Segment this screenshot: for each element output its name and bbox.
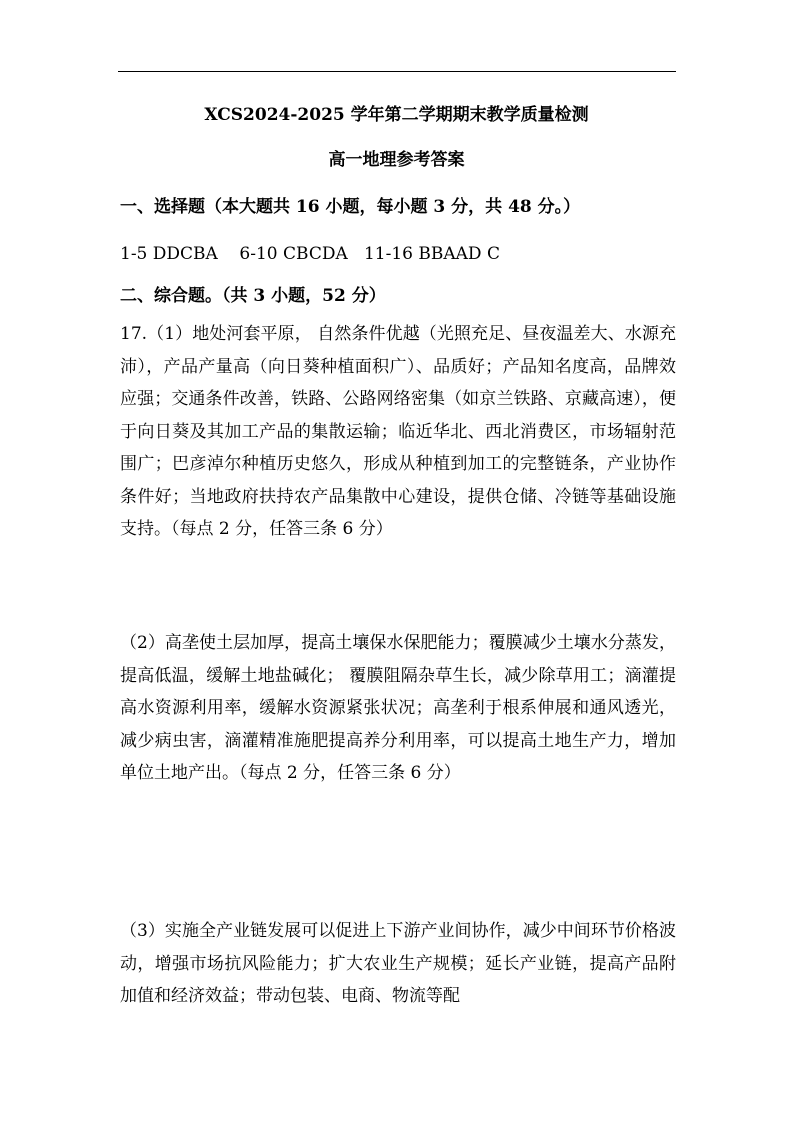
question-17-part-2: （2）高垄使土层加厚，提高土壤保水保肥能力；覆膜减少土壤水分蒸发，提高低温，缓解土地盐碱化； 覆膜阻隔杂草生长，减少除草用工；滴灌提高水资源利用率，缓解水资源紧张状况；高垄利于根系伸展和通风透光，减少病虫害，滴灌精准施肥提高养分利用率，可以提高土地生产力，增加单位土地产出。（每点 2 分，任答三条 6 分） bbox=[120, 633, 676, 783]
answer-key-title: 高一地理参考答案 bbox=[328, 150, 465, 170]
exam-title: XCS2024-2025 学年第二学期期末教学质量检测 bbox=[204, 105, 589, 125]
question-17-part-1: 17.（1）地处河套平原， 自然条件优越（光照充足、昼夜温差大、水源充沛），产品产量高（向日葵种植面积广）、品质好；产品知名度高，品牌效应强；交通条件改善，铁路、公路网络密集（如京兰铁路、京藏高速），便于向日葵及其加工产品的集散运输；临近华北、西北消费区，市场辐射范围广；巴彦淖尔种植历史悠久，形成从种植到加工的完整链条，产业协作条件好；当地政府扶持农产品集散中心建设，提供仓储、冷链等基础设施支持。（每点 2 分，任答三条 6 分） bbox=[120, 324, 676, 539]
section2-heading: 二、综合题。（共 3 小题，52 分） bbox=[120, 286, 386, 306]
section1-heading: 一、选择题（本大题共 16 小题，每小题 3 分，共 48 分。） bbox=[120, 197, 581, 217]
header-rule bbox=[118, 71, 676, 72]
question-17-part-3: （3）实施全产业链发展可以促进上下游产业间协作，减少中间环节价格波动，增强市场抗风险能力；扩大农业生产规模；延长产业链，提高产品附加值和经济效益；带动包装、电商、物流等配 bbox=[120, 921, 676, 1006]
multiple-choice-answers: 1-5 DDCBA 6-10 CBCDA 11-16 BBAAD C bbox=[120, 244, 500, 264]
